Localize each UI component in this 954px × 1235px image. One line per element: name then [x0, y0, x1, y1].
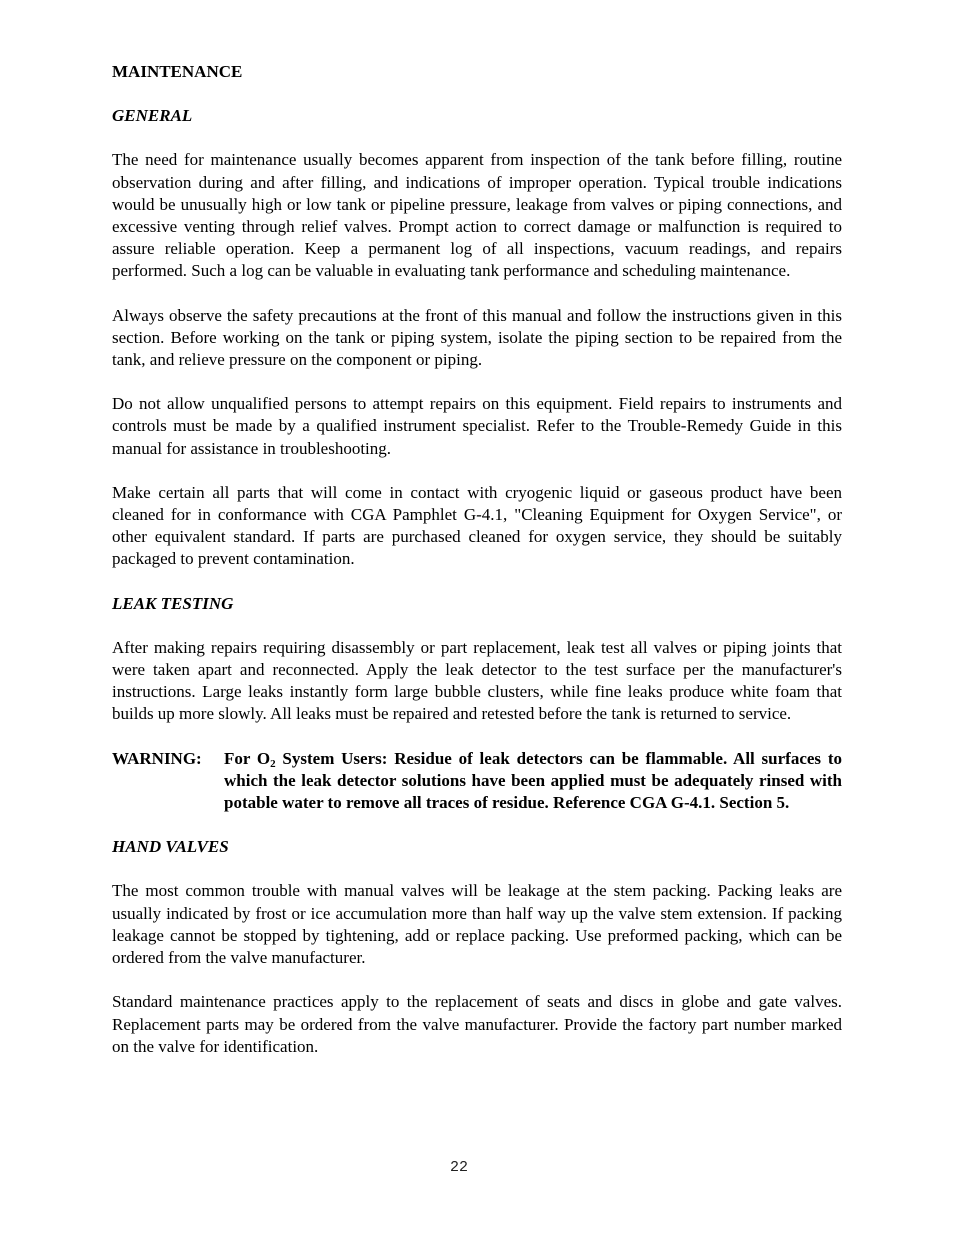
paragraph-general-4: Make certain all parts that will come in contact with cryogenic liquid or gaseous product have been cleaned for in conformance with CGA Pamphlet G-4.1, "Cleaning Equipment for Oxygen Service", or other equivalent standard. If parts are purchased cleaned for oxygen service, they should be suitably packaged to prevent contamination. [112, 482, 842, 569]
paragraph-general-2: Always observe the safety precautions at the front of this manual and follow the instructions given in this section. Before working on the tank or piping system, isolate the piping section to be repaired from the tank, and relieve pressure on the component or piping. [112, 305, 842, 370]
section-heading-leak-testing: LEAK TESTING [112, 593, 234, 613]
warning-text-subscript: 2 [270, 757, 276, 770]
section-heading-hand-valves: HAND VALVES [112, 837, 229, 857]
page-number: 22 [449, 1159, 468, 1176]
paragraph-hand-valves-1: The most common trouble with manual valves will be leakage at the stem packing. Packing leaks are usually indicated by frost or ice accumulation more than half way up the valve stem extension. If packing leakage cannot be stopped by tightening, add or replace packing. Use preformed packing, which can be ordered from the valve manufacturer. [112, 881, 842, 968]
warning-text [224, 748, 842, 815]
warning-text-rest: System Users: Residue of leak detectors can be flammable. All surfaces to which the leak detector solutions have been applied must be adequately rinsed with potable water to remove all traces of residue. Reference CGA G-4.1. Section 5. [224, 748, 842, 813]
paragraph-leak-testing-1: After making repairs requiring disassembly or part replacement, leak test all valves or piping joints that were taken apart and reconnected. Apply the leak detector to the test surface per the manufacturer's instructions. Large leaks instantly form large bubble clusters, while fine leaks produce white foam that builds up more slowly. All leaks must be repaired and retested before the tank is returned to service. [112, 637, 842, 724]
paragraph-general-3: Do not allow unqualified persons to attempt repairs on this equipment. Field repairs to instruments and controls must be made by a qualified instrument specialist. Refer to the Trouble-Remedy Guide in this manual for assistance in troubleshooting. [112, 394, 842, 458]
warning-text-prefix: For O [224, 748, 271, 768]
page-title: MAINTENANCE [112, 62, 243, 81]
section-heading-general: GENERAL [112, 106, 193, 126]
paragraph-general-1: The need for maintenance usually becomes apparent from inspection of the tank before filling, routine observation during and after filling, and indications of improper operation. Typical trouble indications would be unusually high or low tank or pipeline pressure, leakage from valves or piping connections, and excessive venting through relief valves. Prompt action to correct damage or malfunction is required to assure reliable operation. Keep a permanent log of all inspections, vacuum readings, and repairs performed. Such a log can be valuable in evaluating tank performance and scheduling maintenance. [112, 150, 842, 281]
document-page [112, 61, 842, 1058]
warning-block [112, 748, 842, 815]
paragraph-hand-valves-2: Standard maintenance practices apply to the replacement of seats and discs in globe and gate valves. Replacement parts may be ordered from the valve manufacturer. Provide the factory part number marked on the valve for identification. [112, 992, 842, 1056]
warning-label: WARNING: [112, 748, 202, 768]
